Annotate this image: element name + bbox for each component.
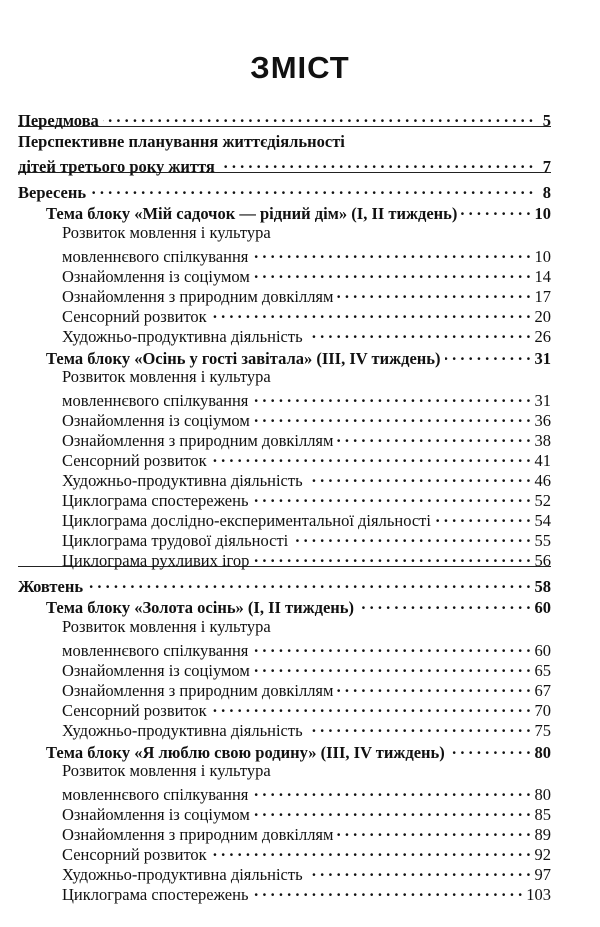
page-number: 70 [534, 701, 551, 720]
page-number: 46 [534, 471, 551, 490]
page-number: 31 [534, 391, 551, 410]
dot-leader [219, 153, 533, 172]
page-number: 65 [534, 661, 551, 680]
page-number: 60 [534, 598, 551, 617]
dot-leader [337, 821, 530, 840]
toc-entry-title: Розвиток мовлення і культура [62, 761, 271, 780]
dot-leader [103, 107, 533, 126]
toc-entry-title: Передмова [18, 111, 99, 130]
page-number: 55 [534, 531, 551, 550]
dot-leader [87, 573, 530, 592]
toc-item[interactable] [0, 547, 600, 570]
page-number: 92 [534, 845, 551, 864]
toc-item[interactable] [0, 427, 600, 450]
toc-section[interactable] [0, 107, 600, 130]
dot-leader [449, 739, 531, 758]
toc-section[interactable] [0, 132, 600, 151]
page-number: 67 [534, 681, 551, 700]
page-number: 80 [534, 743, 551, 762]
dot-leader [252, 243, 530, 262]
page-number: 36 [534, 411, 551, 430]
toc-entry-title: Циклограма спостережень [62, 491, 249, 510]
toc-line [18, 107, 551, 130]
dot-leader [90, 179, 533, 198]
page-number: 7 [542, 157, 551, 176]
toc-entry-title: Художньо-продуктивна діяльність [62, 865, 303, 884]
toc-item[interactable] [0, 677, 600, 700]
toc-entry-title: Сенсорний розвиток [62, 451, 207, 470]
page-number: 56 [534, 551, 551, 570]
toc-item[interactable] [0, 527, 600, 550]
toc-entry-title: Циклограма дослідно-експериментальної діяльності [62, 511, 431, 530]
page-number: 8 [542, 183, 551, 202]
page-number: 17 [534, 287, 551, 306]
dot-leader [252, 637, 530, 656]
toc-item[interactable] [0, 467, 600, 490]
toc-entry-title: Тема блоку «Осінь у гості завітала» (III, IV тиждень) [46, 349, 441, 368]
dot-leader [254, 657, 531, 676]
toc-line [62, 547, 551, 570]
toc-entry-title: Ознайомлення із соціумом [62, 661, 250, 680]
toc-entry-title: Жовтень [18, 577, 84, 596]
toc-entry-title: Художньо-продуктивна діяльність [62, 721, 303, 740]
dot-leader [253, 547, 530, 566]
dot-leader [435, 507, 531, 526]
page-number: 5 [542, 111, 551, 130]
toc-entry-title: мовленнєвого спілкування [62, 641, 249, 660]
toc-entry-title: Циклограма трудової діяльності [62, 531, 289, 550]
toc-entry-title: Тема блоку «Я люблю свою родину» (III, IV тиждень) [46, 743, 445, 762]
toc-entry-title: Сенсорний розвиток [62, 845, 207, 864]
toc-item[interactable] [0, 761, 600, 780]
page-number: 80 [534, 785, 551, 804]
toc-entry-title: Ознайомлення із соціумом [62, 805, 250, 824]
dot-leader [211, 697, 531, 716]
toc-item[interactable] [0, 387, 600, 410]
toc-entry-title: Сенсорний розвиток [62, 701, 207, 720]
toc-entry-title: Ознайомлення з природним довкіллям [62, 287, 334, 306]
page-title: ЗМІСТ [250, 50, 350, 85]
toc-entry-title: Циклограма спостережень [62, 885, 249, 904]
toc-entry-title: Розвиток мовлення і культура [62, 367, 271, 386]
toc-item[interactable] [0, 717, 600, 740]
toc-item[interactable] [0, 821, 600, 844]
dot-leader [445, 345, 531, 364]
toc-entry-title: Ознайомлення з природним довкіллям [62, 681, 334, 700]
toc-item[interactable] [0, 283, 600, 306]
dot-leader [252, 881, 522, 900]
page-number: 85 [534, 805, 551, 824]
page-number: 10 [534, 247, 551, 266]
toc-item[interactable] [0, 323, 600, 346]
toc-block[interactable] [0, 739, 600, 762]
dot-leader [254, 407, 531, 426]
toc-item[interactable] [0, 487, 600, 510]
page-number: 89 [534, 825, 551, 844]
toc-item[interactable] [0, 657, 600, 680]
page-number: 10 [534, 204, 551, 223]
toc-item[interactable] [0, 407, 600, 430]
page-number: 38 [534, 431, 551, 450]
toc-section[interactable] [0, 179, 600, 202]
toc-line [62, 223, 551, 242]
toc-entry-title: мовленнєвого спілкування [62, 785, 249, 804]
toc-line [62, 617, 551, 636]
toc-item[interactable] [0, 447, 600, 470]
dot-leader [358, 594, 530, 613]
toc-entry-title: Тема блоку «Мій садочок — рідний дім» (I, II тиждень) [46, 204, 458, 223]
toc-entry-title: мовленнєвого спілкування [62, 391, 249, 410]
dot-leader [337, 677, 530, 696]
toc-section[interactable] [0, 573, 600, 596]
page-number: 60 [534, 641, 551, 660]
toc-entry-title: Ознайомлення із соціумом [62, 267, 250, 286]
toc-item[interactable] [0, 223, 600, 242]
dot-leader [461, 200, 530, 219]
dot-leader [337, 283, 530, 302]
toc-line [46, 739, 551, 762]
toc-line [62, 323, 551, 346]
toc-item[interactable] [0, 263, 600, 286]
toc-line [46, 594, 551, 617]
toc-item[interactable] [0, 881, 600, 904]
dot-leader [252, 387, 530, 406]
toc-entry-title: Перспективне планування життєдіяльності [18, 132, 345, 151]
toc-block[interactable] [0, 345, 600, 368]
page-number: 58 [534, 577, 551, 596]
dot-leader [307, 861, 531, 880]
dot-leader [307, 467, 531, 486]
page-number: 103 [526, 885, 551, 904]
toc-entry-title: Сенсорний розвиток [62, 307, 207, 326]
dot-leader [211, 841, 531, 860]
toc-item[interactable] [0, 507, 600, 530]
toc-item[interactable] [0, 861, 600, 884]
toc-entry-title: Вересень [18, 183, 87, 202]
dot-leader [211, 303, 531, 322]
toc-item[interactable] [0, 697, 600, 720]
toc-section[interactable] [0, 153, 600, 176]
toc-block[interactable] [0, 594, 600, 617]
toc-item[interactable] [0, 367, 600, 386]
toc-line [18, 153, 551, 176]
dot-leader [292, 527, 530, 546]
dot-leader [211, 447, 531, 466]
toc-line [46, 200, 551, 223]
toc-item[interactable] [0, 841, 600, 864]
page-number: 20 [534, 307, 551, 326]
dot-leader [307, 323, 531, 342]
toc-entry-title: Розвиток мовлення і культура [62, 223, 271, 242]
toc-entry-title: Тема блоку «Золота осінь» (I, II тиждень) [46, 598, 355, 617]
page-number: 97 [534, 865, 551, 884]
dot-leader [252, 487, 530, 506]
toc-line [18, 179, 551, 202]
toc-entry-title: Художньо-продуктивна діяльність [62, 471, 303, 490]
toc-item[interactable] [0, 781, 600, 804]
toc-entry-title: Ознайомлення із соціумом [62, 411, 250, 430]
toc-item[interactable] [0, 303, 600, 326]
toc-line [62, 717, 551, 740]
page-number: 54 [534, 511, 551, 530]
toc-line [18, 132, 551, 151]
page-number: 52 [534, 491, 551, 510]
toc-item[interactable] [0, 243, 600, 266]
toc-item[interactable] [0, 637, 600, 660]
dot-leader [252, 781, 530, 800]
page-number: 14 [534, 267, 551, 286]
dot-leader [307, 717, 531, 736]
page-number: 31 [534, 349, 551, 368]
dot-leader [254, 263, 531, 282]
toc-line [62, 367, 551, 386]
page-number: 26 [534, 327, 551, 346]
toc-line [62, 881, 551, 904]
toc-entry-title: Ознайомлення з природним довкіллям [62, 431, 334, 450]
toc-line [46, 345, 551, 368]
toc-block[interactable] [0, 200, 600, 223]
toc-entry-title: дітей третього року життя [18, 157, 215, 176]
toc-item[interactable] [0, 617, 600, 636]
dot-leader [337, 427, 530, 446]
page-number: 41 [534, 451, 551, 470]
toc-entry-title: мовленнєвого спілкування [62, 247, 249, 266]
toc-item[interactable] [0, 801, 600, 824]
page-number: 75 [534, 721, 551, 740]
toc-entry-title: Розвиток мовлення і культура [62, 617, 271, 636]
toc-entry-title: Циклограма рухливих ігор [62, 551, 250, 570]
toc-entry-title: Художньо-продуктивна діяльність [62, 327, 303, 346]
toc-entry-title: Ознайомлення з природним довкіллям [62, 825, 334, 844]
toc-line [18, 573, 551, 596]
toc-line [62, 761, 551, 780]
dot-leader [254, 801, 531, 820]
